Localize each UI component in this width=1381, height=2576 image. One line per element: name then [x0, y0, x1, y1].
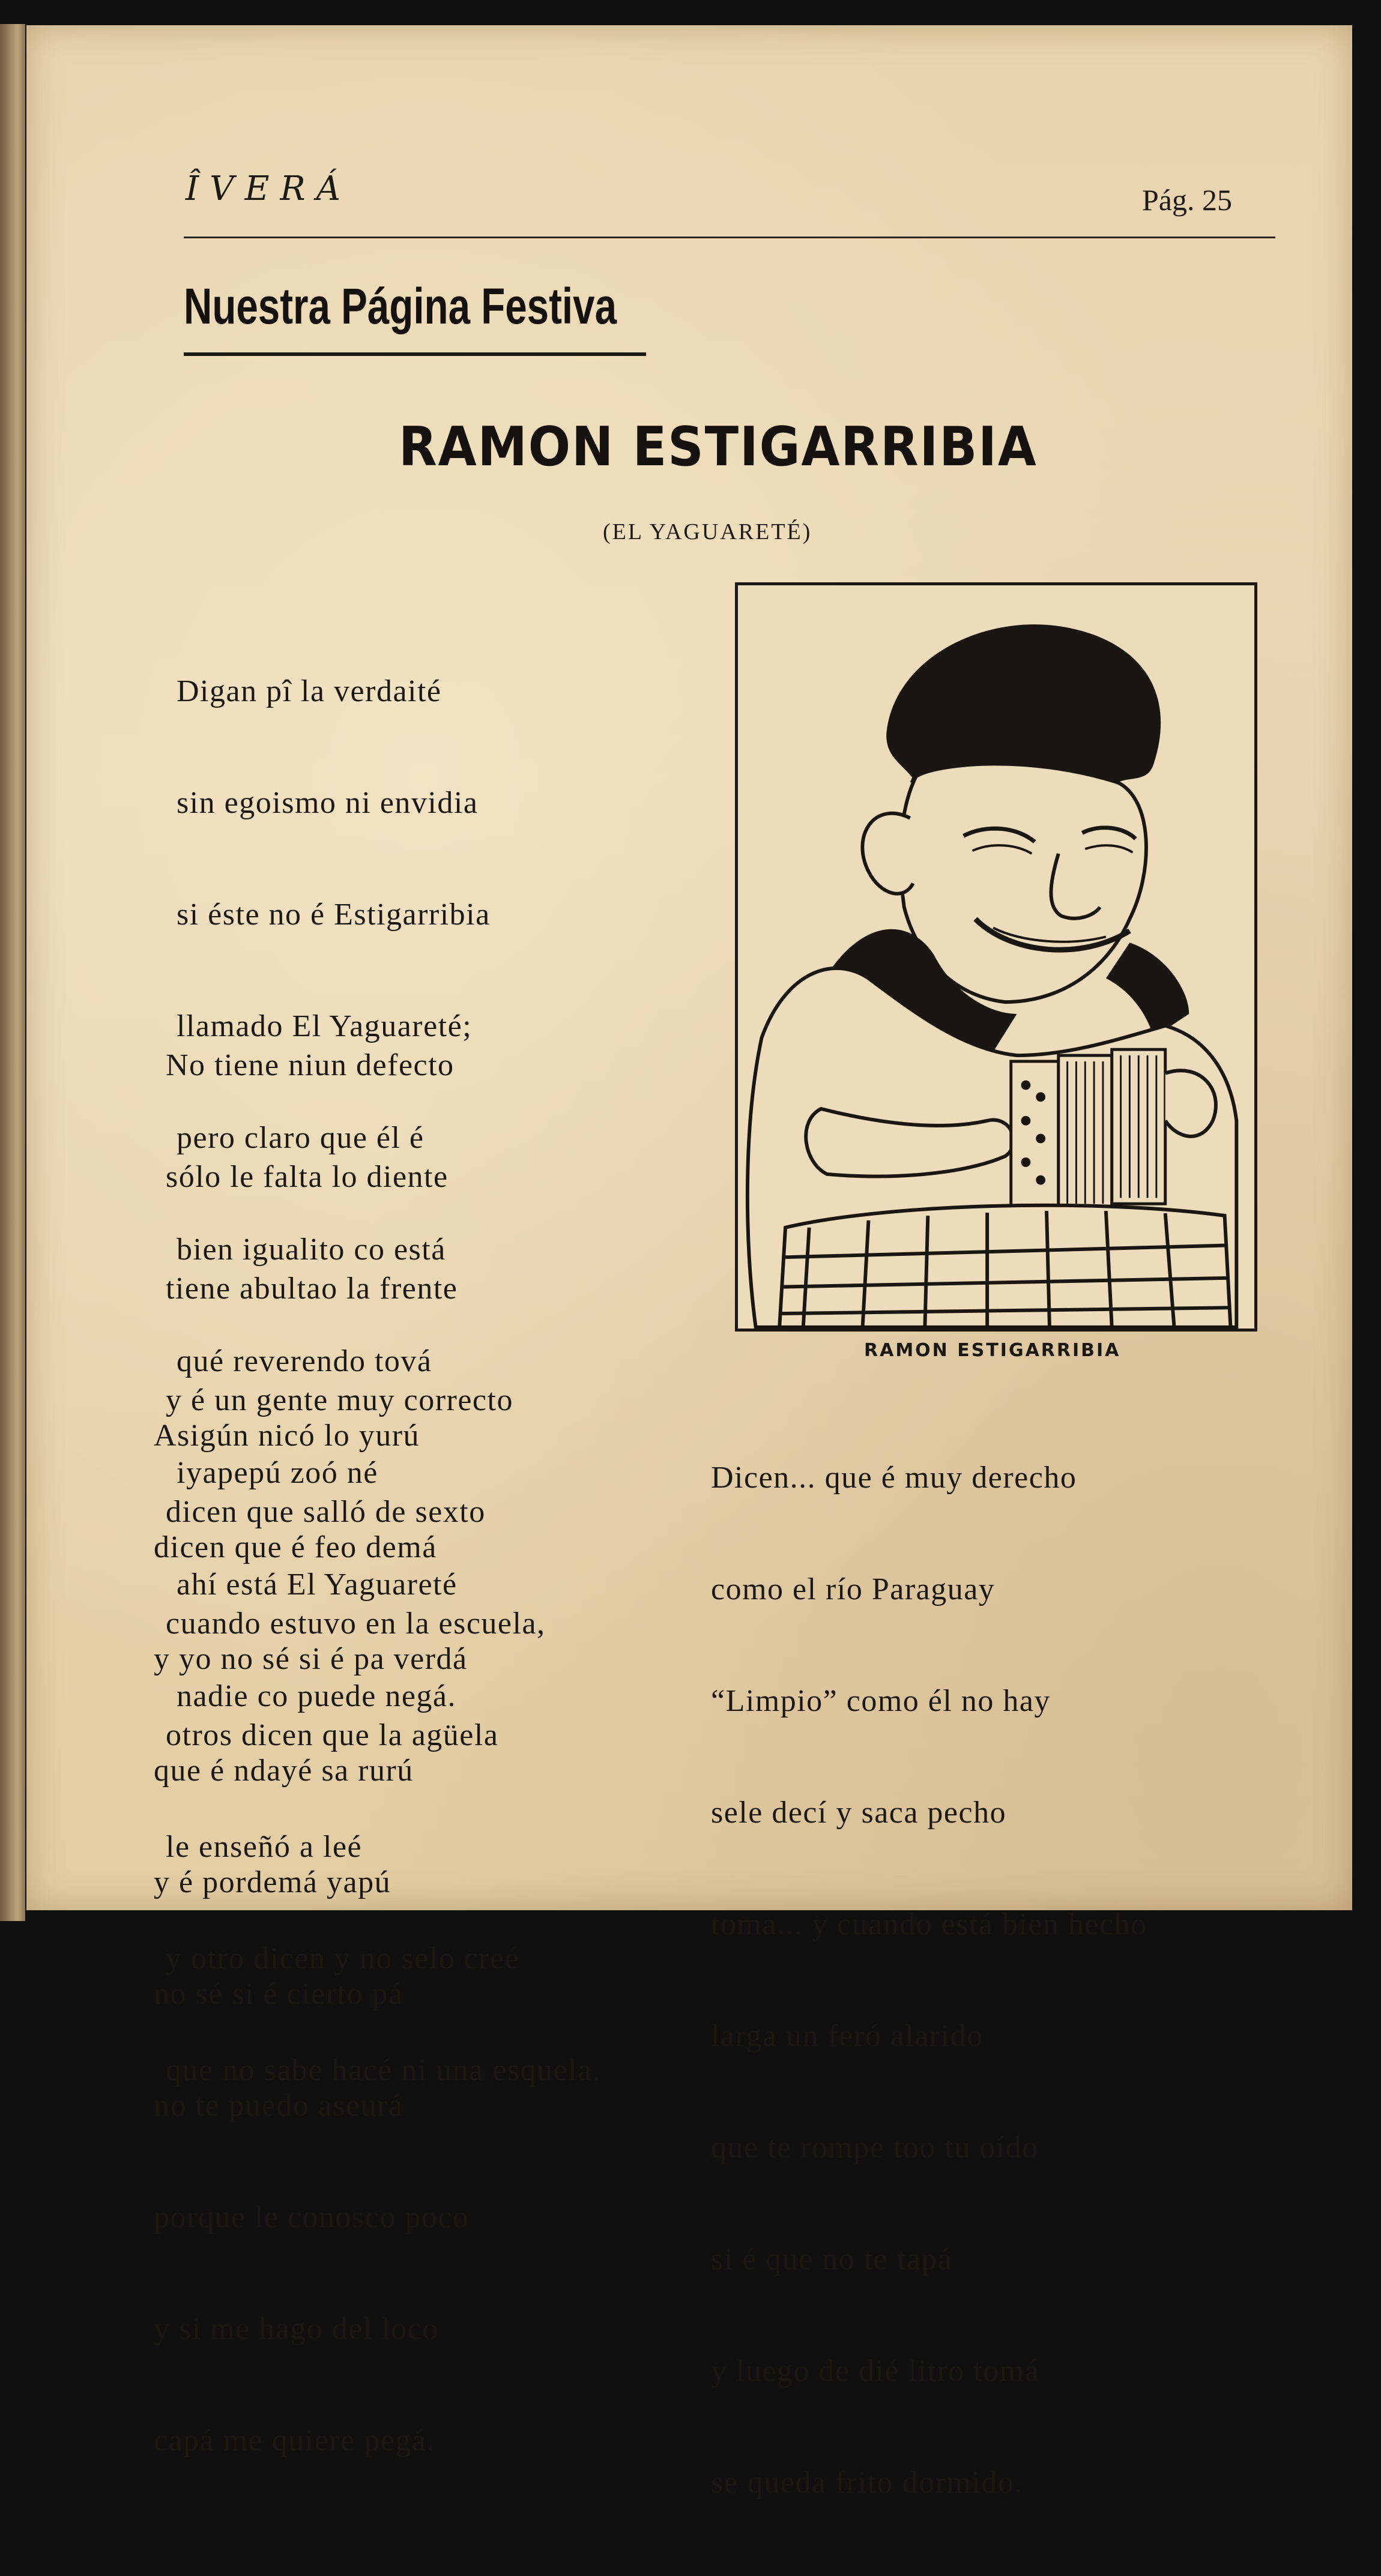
publication-name: ÎVERÁ [186, 169, 352, 208]
poem-line: si éste no é Estigarribia [177, 897, 491, 932]
section-title: Nuestra Página Festiva [184, 278, 617, 334]
poem-line: y luego de dié litro tomá [711, 2354, 1040, 2388]
poem-line: no te puedo aseurá [154, 2089, 403, 2123]
poem-line: ahí está El Yaguareté [177, 1567, 458, 1602]
magazine-page [26, 25, 1352, 2500]
section-title-underline [184, 352, 646, 356]
poem-line: larga un feró alarido [711, 2019, 984, 2053]
poem-line: porque le conosco poco [154, 2200, 470, 2234]
poem-line: capá me quiere pegá. [154, 2424, 435, 2458]
poem-stanza-4 [711, 1385, 1147, 2576]
poem-line: que é ndayé sa rurú [154, 1754, 414, 1788]
article-title: RAMON ESTIGARRIBIA [399, 415, 1038, 478]
poem-line: y é pordemá yapú [154, 1865, 391, 1899]
poem-line: toma... y cuando está bien hecho [711, 1907, 1147, 1941]
poem-line: dicen que é feo demá [154, 1530, 437, 1564]
poem-line: “Limpio” como él no hay [711, 1684, 1051, 1718]
poem-line: tiene abultao la frente [166, 1271, 458, 1306]
poem-line: otros dicen que la agüela [166, 1718, 499, 1752]
poem-line: nadie co puede negá. [177, 1679, 457, 1713]
poem-line: sin egoismo ni envidia [177, 786, 479, 820]
poem-stanza-3 [154, 1343, 469, 2534]
illustration-caption: RAMON ESTIGARRIBIA [864, 1340, 1121, 1361]
poem-line: y yo no sé si é pa verdá [154, 1642, 468, 1676]
header-divider [184, 237, 1275, 238]
poem-line: y é un gente muy correcto [166, 1383, 513, 1417]
poem-line: dicen que salló de sexto [166, 1495, 486, 1529]
poem-line: que no sabe hacé ni una esquela. [166, 2053, 602, 2087]
page-number: Pág. 25 [1142, 183, 1232, 217]
poem-line: bien igualito co está [177, 1232, 446, 1267]
poem-line: Digan pî la verdaité [177, 674, 442, 708]
poem-line: que te rompe too tu oído [711, 2131, 1039, 2165]
poem-line: sele decí y saca pecho [711, 1796, 1007, 1830]
poem-line: se queda frito dormido. [711, 2466, 1023, 2500]
poem-line: y si me hago del loco [154, 2312, 439, 2346]
poem-line: pero claro que él é [177, 1121, 425, 1155]
poem-line: cuando estuvo en la escuela, [166, 1606, 546, 1641]
poem-line: y otro dicen y no selo creé [166, 1941, 520, 1976]
caricature-illustration [735, 582, 1257, 1332]
poem-line: no sé si é cierto pá [154, 1977, 403, 2011]
article-subtitle: (EL YAGUARETÉ) [603, 519, 812, 544]
poem-line: le enseñó a leé [166, 1830, 363, 1864]
poem-line: qué reverendo tová [177, 1344, 432, 1378]
poem-line: Asigún nicó lo yurú [154, 1419, 420, 1453]
scan-edge [0, 24, 25, 1921]
poem-line: si é que no te tapá [711, 2242, 953, 2276]
poem-line: como el río Paraguay [711, 1572, 996, 1606]
poem-line: Dicen... que é muy derecho [711, 1461, 1077, 1495]
poem-line: sólo le falta lo diente [166, 1160, 449, 1194]
caricature-drawing [738, 585, 1254, 1329]
poem-line: No tiene niun defecto [166, 1048, 455, 1082]
poem-line: llamado El Yaguareté; [177, 1009, 473, 1043]
poem-line: iyapepú zoó né [177, 1456, 378, 1490]
